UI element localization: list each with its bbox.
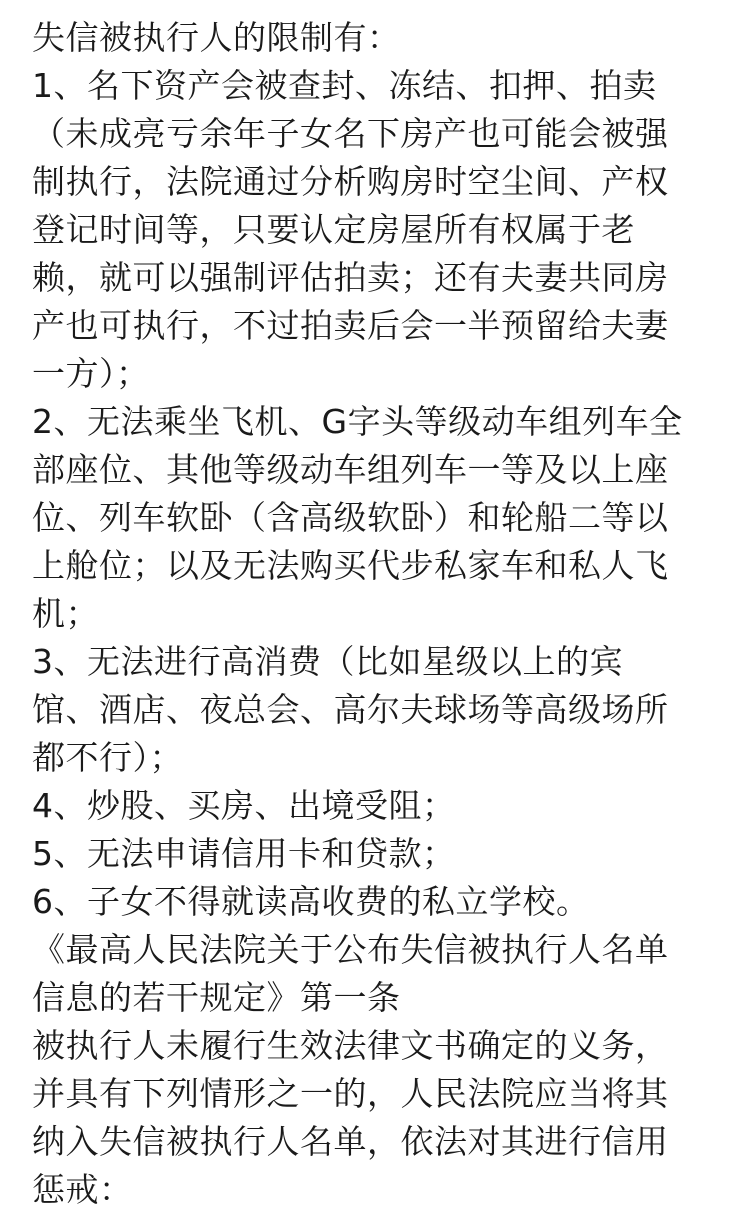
text-line-regulation-title: 信息的若干规定》第一条 — [32, 978, 401, 1017]
text-line: 位、列车软卧（含高级软卧）和轮船二等以 — [32, 498, 669, 537]
text-line-item-5: 5、无法申请信用卡和贷款； — [32, 834, 456, 873]
text-line-item-2: 2、无法乘坐飞机、G字头等级动车组列车全 — [32, 402, 683, 441]
text-line: 制执行，法院通过分析购房时空尘间、产权 — [32, 162, 669, 201]
text-line-item-1: 1、名下资产会被查封、冻结、扣押、拍卖 — [32, 66, 657, 105]
text-line-item-6: 6、子女不得就读高收费的私立学校。 — [32, 882, 590, 921]
text-line: 登记时间等，只要认定房屋所有权属于老 — [32, 210, 635, 249]
text-line-heading: 失信被执行人的限制有： — [32, 18, 401, 57]
text-line: 赖，就可以强制评估拍卖；还有夫妻共同房 — [32, 258, 669, 297]
text-line: 上舱位；以及无法购买代步私家车和私人飞 — [32, 546, 669, 585]
text-line-regulation-title: 《最高人民法院关于公布失信被执行人名单 — [32, 930, 669, 969]
text-line: 产也可执行，不过拍卖后会一半预留给夫妻 — [32, 306, 669, 345]
text-line: 被执行人未履行生效法律文书确定的义务， — [32, 1026, 669, 1065]
text-line-item-4: 4、炒股、买房、出境受阻； — [32, 786, 456, 825]
text-line: 并具有下列情形之一的，人民法院应当将其 — [32, 1074, 669, 1113]
text-line: 都不行）； — [32, 738, 183, 777]
text-line: 惩戒： — [32, 1170, 133, 1209]
text-line: 一方）； — [32, 354, 150, 393]
text-line: 馆、酒店、夜总会、高尔夫球场等高级场所 — [32, 690, 669, 729]
text-line: 部座位、其他等级动车组列车一等及以上座 — [32, 450, 669, 489]
text-line-item-3: 3、无法进行高消费（比如星级以上的宾 — [32, 642, 623, 681]
text-line: （未成亮亏余年子女名下房产也可能会被强 — [32, 114, 669, 153]
text-line: 机； — [32, 594, 99, 633]
text-line: 纳入失信被执行人名单，依法对其进行信用 — [32, 1122, 669, 1161]
